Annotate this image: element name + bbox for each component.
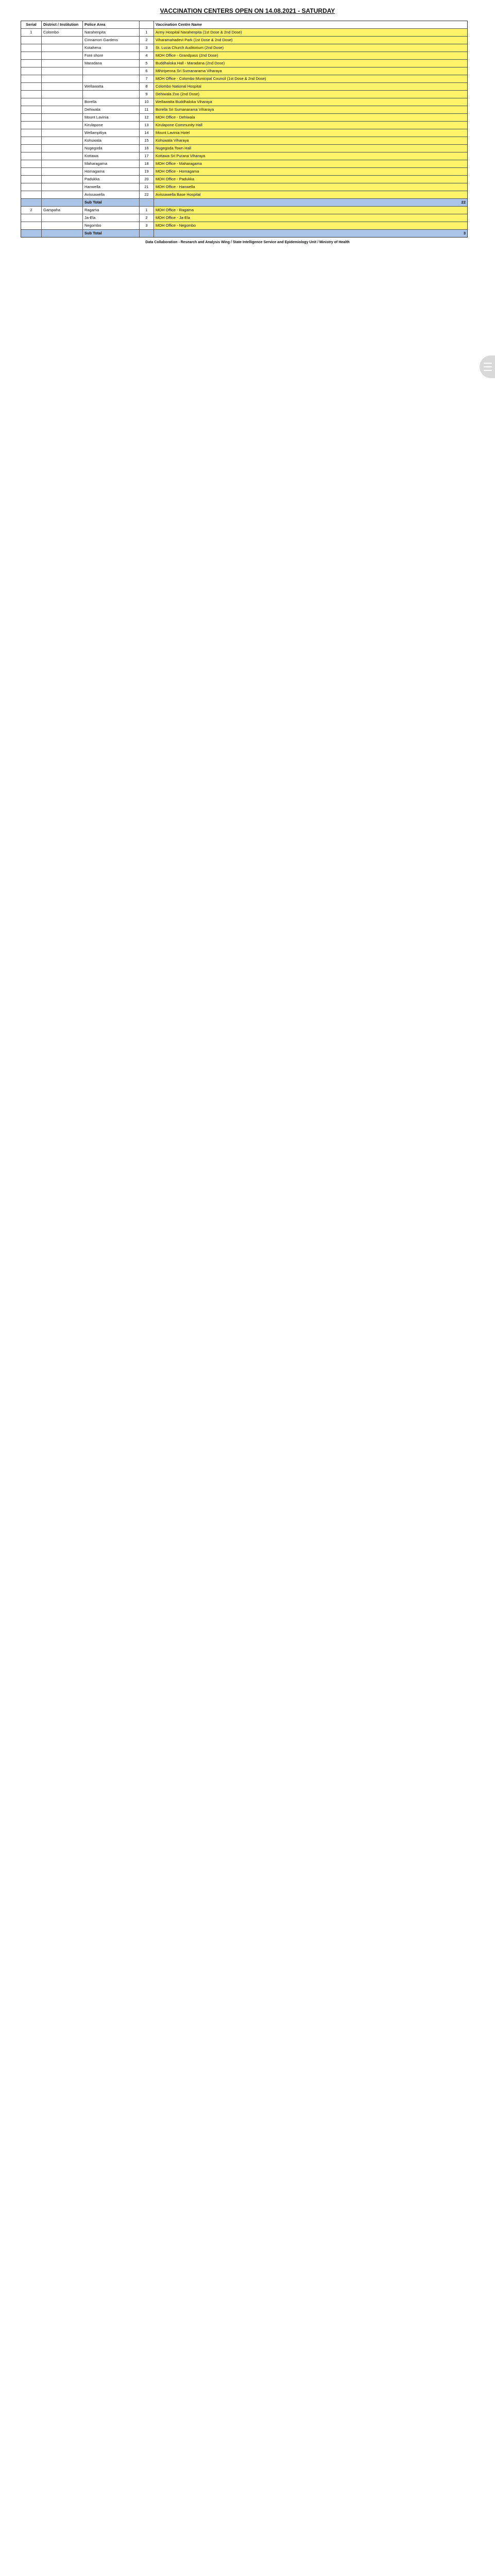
serial-cell: 1 xyxy=(21,29,42,36)
district-cell xyxy=(42,67,83,75)
serial-cell xyxy=(21,145,42,152)
number-cell: 19 xyxy=(140,168,154,175)
table-row xyxy=(21,114,467,122)
police-area-cell: Kotahena xyxy=(83,44,140,52)
district-cell xyxy=(42,75,83,82)
district-cell xyxy=(42,183,83,191)
police-area-cell: Kohuwala xyxy=(83,137,140,144)
district-cell xyxy=(42,222,83,229)
serial-cell: 2 xyxy=(21,207,42,214)
table-body xyxy=(21,29,467,237)
district-cell xyxy=(42,44,83,52)
centre-name-cell: MOH Office - Negombo xyxy=(154,222,467,229)
serial-cell xyxy=(21,214,42,222)
number-cell: 14 xyxy=(140,129,154,137)
police-area-cell: Negombo xyxy=(83,222,140,229)
police-area-cell: Borella xyxy=(83,98,140,106)
serial-cell xyxy=(21,52,42,59)
district-cell xyxy=(42,129,83,137)
district-cell xyxy=(42,98,83,106)
number-cell: 15 xyxy=(140,137,154,144)
centre-name-cell: Wellawatta Buddhaloka Viharaya xyxy=(154,98,467,106)
police-area-cell: Cinnamon Gardens xyxy=(83,37,140,44)
table-row xyxy=(21,75,467,83)
serial-cell xyxy=(21,44,42,52)
number-cell: 21 xyxy=(140,183,154,191)
district-cell xyxy=(42,37,83,44)
table-row xyxy=(21,160,467,168)
table-row xyxy=(21,207,467,214)
table-row xyxy=(21,183,467,191)
district-cell xyxy=(42,83,83,90)
scroll-handle[interactable] xyxy=(480,355,495,378)
vaccination-table xyxy=(21,21,468,238)
number-cell: 10 xyxy=(140,98,154,106)
number-cell: 17 xyxy=(140,152,154,160)
centre-name-cell: Army Hospital Narahenpita (1st Dose & 2nd Dose) xyxy=(154,29,467,36)
serial-cell xyxy=(21,168,42,175)
centre-name-cell: MOH Office - Ja-Ela xyxy=(154,214,467,222)
police-area-cell: Nugegoda xyxy=(83,145,140,152)
serial-cell xyxy=(21,106,42,113)
number-cell: 3 xyxy=(140,44,154,52)
footnote: Data Collaboration - Research and Analysis Wing / State Intelligence Service and Epidemiology Unit / Ministry of Health xyxy=(145,241,350,244)
centre-name-cell: MOH Office - Colombo Municipal Council (1st Dose & 2nd Dose) xyxy=(154,75,467,82)
table-header-row xyxy=(21,21,467,29)
police-area-cell xyxy=(83,91,140,98)
centre-name-cell: Dehiwala Zoo (2nd Dose) xyxy=(154,91,467,98)
serial-cell xyxy=(21,91,42,98)
serial-cell xyxy=(21,98,42,106)
police-area-cell: Avissawella xyxy=(83,191,140,198)
table-row xyxy=(21,37,467,44)
district-cell: Colombo xyxy=(42,29,83,36)
centre-name-cell: MOH Office - Padukka xyxy=(154,176,467,183)
serial-cell xyxy=(21,67,42,75)
serial-cell xyxy=(21,183,42,191)
police-area-cell: Narahenpita xyxy=(83,29,140,36)
centre-name-cell: Kohuwala Viharaya xyxy=(154,137,467,144)
district-cell xyxy=(42,152,83,160)
police-area-cell: Wellawatta xyxy=(83,83,140,90)
serial-cell xyxy=(21,37,42,44)
number-cell: 20 xyxy=(140,176,154,183)
table-row xyxy=(21,52,467,60)
centre-name-cell: Avissawella Base Hospital xyxy=(154,191,467,198)
subtotal-row xyxy=(21,199,467,207)
table-row xyxy=(21,152,467,160)
serial-cell xyxy=(21,191,42,198)
number-cell: 7 xyxy=(140,75,154,82)
table-row xyxy=(21,83,467,91)
page-title: VACCINATION CENTERS OPEN ON 14.08.2021 - SATURDAY xyxy=(160,7,335,14)
number-cell: 5 xyxy=(140,60,154,67)
serial-cell xyxy=(21,83,42,90)
police-area-cell: Wellampitiya xyxy=(83,129,140,137)
table-row xyxy=(21,145,467,152)
district-cell xyxy=(42,91,83,98)
police-area-cell: Fore shore xyxy=(83,52,140,59)
centre-name-cell: Colombo National Hospital xyxy=(154,83,467,90)
centre-name-cell: Nugegoda Town Hall xyxy=(154,145,467,152)
table-row xyxy=(21,29,467,37)
district-cell xyxy=(42,114,83,121)
centre-name-cell: St. Lucia Church Auditorium (2nd Dose) xyxy=(154,44,467,52)
table-row xyxy=(21,214,467,222)
district-cell xyxy=(42,60,83,67)
table-row xyxy=(21,60,467,67)
number-cell: 2 xyxy=(140,214,154,222)
table-row xyxy=(21,168,467,176)
header-centre-name: Vaccination Centre Name xyxy=(156,22,202,27)
centre-name-cell: MOH Office - Hanwella xyxy=(154,183,467,191)
police-area-cell: Maharagama xyxy=(83,160,140,167)
table-row xyxy=(21,106,467,114)
police-area-cell: Hanwella xyxy=(83,183,140,191)
district-cell xyxy=(42,145,83,152)
police-area-cell: Dehiwala xyxy=(83,106,140,113)
table-row xyxy=(21,176,467,183)
centre-name-cell: Mihiripenna Sri Sumanarama Viharaya xyxy=(154,67,467,75)
district-cell xyxy=(42,122,83,129)
serial-cell xyxy=(21,122,42,129)
number-cell: 12 xyxy=(140,114,154,121)
header-serial: Serial xyxy=(21,21,42,28)
table-row xyxy=(21,44,467,52)
number-cell: 13 xyxy=(140,122,154,129)
centre-name-cell: MOH Office - Homagama xyxy=(154,168,467,175)
centre-name-cell: Viharamahadevi Park (1st Dose & 2nd Dose) xyxy=(154,37,467,44)
district-cell xyxy=(42,214,83,222)
subtotal-label: Sub Total xyxy=(83,230,140,237)
district-cell xyxy=(42,176,83,183)
centre-name-cell: Buddhaloka Hall - Maradana (2nd Dose) xyxy=(154,60,467,67)
subtotal-value: 22 xyxy=(461,200,466,205)
serial-cell xyxy=(21,152,42,160)
centre-name-cell: MOH Office - Ragama xyxy=(154,207,467,214)
serial-cell xyxy=(21,129,42,137)
centre-name-cell: MOH Office - Dehiwala xyxy=(154,114,467,121)
number-cell: 8 xyxy=(140,83,154,90)
table-row xyxy=(21,191,467,199)
table-row xyxy=(21,67,467,75)
centre-name-cell: MOH Office - Grandpass (2nd Dose) xyxy=(154,52,467,59)
serial-cell xyxy=(21,60,42,67)
serial-cell xyxy=(21,75,42,82)
police-area-cell: Padukka xyxy=(83,176,140,183)
serial-cell xyxy=(21,222,42,229)
district-cell xyxy=(42,168,83,175)
district-cell xyxy=(42,137,83,144)
table-row xyxy=(21,91,467,98)
number-cell: 9 xyxy=(140,91,154,98)
district-cell: Gampaha xyxy=(42,207,83,214)
table-row xyxy=(21,137,467,145)
subtotal-label: Sub Total xyxy=(83,199,140,206)
table-row xyxy=(21,122,467,129)
serial-cell xyxy=(21,160,42,167)
number-cell: 22 xyxy=(140,191,154,198)
number-cell: 11 xyxy=(140,106,154,113)
serial-cell xyxy=(21,137,42,144)
police-area-cell xyxy=(83,67,140,75)
police-area-cell: Kirulapone xyxy=(83,122,140,129)
district-cell xyxy=(42,191,83,198)
number-cell: 4 xyxy=(140,52,154,59)
header-police-area: Police Area xyxy=(83,21,140,28)
centre-name-cell: Kottawa Sri Purana Viharaya xyxy=(154,152,467,160)
district-cell xyxy=(42,160,83,167)
police-area-cell: Maradana xyxy=(83,60,140,67)
number-cell: 2 xyxy=(140,37,154,44)
centre-name-cell: Mount Lavinia Hotel xyxy=(154,129,467,137)
table-row xyxy=(21,129,467,137)
subtotal-value: 3 xyxy=(463,231,466,235)
centre-name-cell: Borella Sri Sumanarama Viharaya xyxy=(154,106,467,113)
police-area-cell: Kottawa xyxy=(83,152,140,160)
number-cell: 18 xyxy=(140,160,154,167)
number-cell: 1 xyxy=(140,29,154,36)
header-number xyxy=(140,21,154,28)
header-district: District / Institution xyxy=(42,21,83,28)
serial-cell xyxy=(21,176,42,183)
police-area-cell: Homagama xyxy=(83,168,140,175)
police-area-cell: Mount Lavinia xyxy=(83,114,140,121)
number-cell: 3 xyxy=(140,222,154,229)
centre-name-cell: Kirulapone Community Hall xyxy=(154,122,467,129)
table-row xyxy=(21,222,467,230)
district-cell xyxy=(42,106,83,113)
centre-name-cell: MOH Office - Maharagama xyxy=(154,160,467,167)
number-cell: 16 xyxy=(140,145,154,152)
police-area-cell: Ragama xyxy=(83,207,140,214)
number-cell: 1 xyxy=(140,207,154,214)
police-area-cell xyxy=(83,75,140,82)
police-area-cell: Ja-Ela xyxy=(83,214,140,222)
table-row xyxy=(21,98,467,106)
district-cell xyxy=(42,52,83,59)
subtotal-row xyxy=(21,230,467,237)
serial-cell xyxy=(21,114,42,121)
number-cell: 6 xyxy=(140,67,154,75)
